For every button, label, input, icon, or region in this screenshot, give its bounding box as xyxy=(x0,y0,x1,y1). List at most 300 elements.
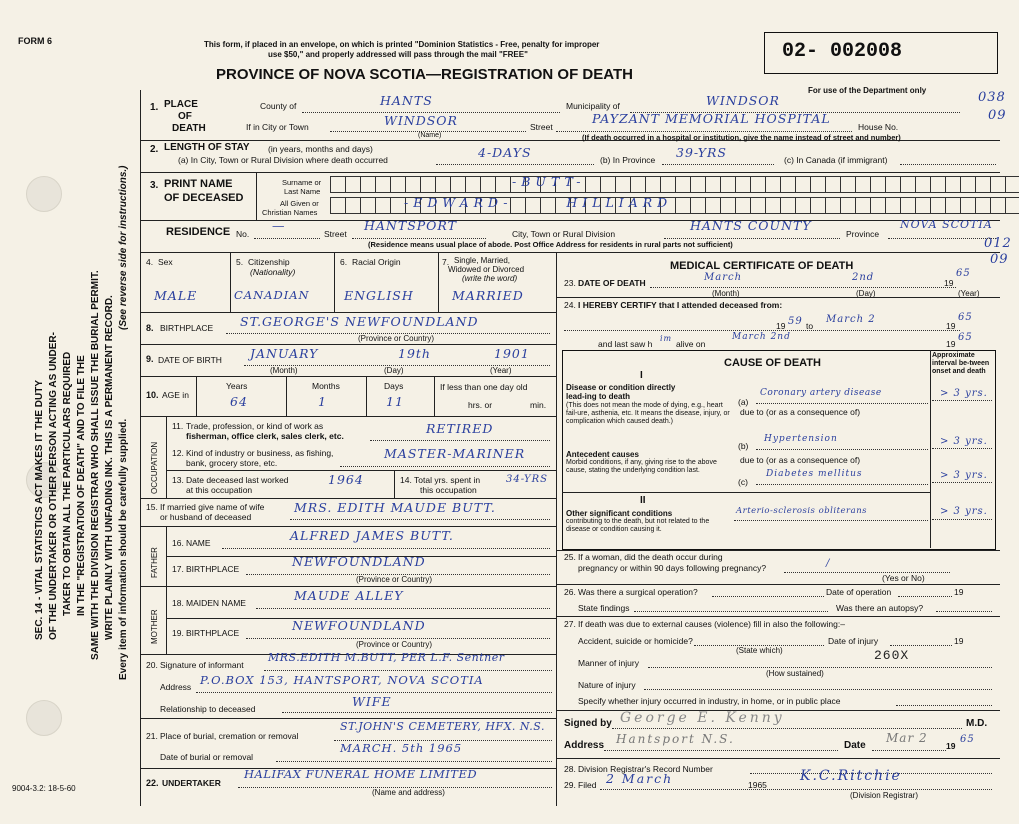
residence-province-label: Province xyxy=(846,229,880,239)
informant-value: MRS.EDITH M.BUTT, PER L.F. Sentner xyxy=(268,651,505,664)
industry-label-2: bank, grocery store, etc. xyxy=(186,458,278,468)
death-month-sub: (Month) xyxy=(712,289,740,298)
residence-province-value: NOVA SCOTIA xyxy=(900,218,993,231)
s29-number: 29. xyxy=(564,780,576,790)
to-label: to xyxy=(806,321,814,331)
burial-date-value: MARCH. 5th 1965 xyxy=(340,741,463,755)
age-div-4 xyxy=(434,376,435,416)
residence-note: (Residence means usual place of abode. Post Office Address for residents in rural parts not sufficient) xyxy=(368,240,733,249)
stay-b-line xyxy=(662,164,774,165)
rule-25-bottom xyxy=(556,584,1000,585)
last-saw-prefix: 19 xyxy=(946,339,956,349)
dob-label: DATE OF BIRTH xyxy=(158,355,222,365)
death-day: 2nd xyxy=(852,272,875,283)
operation-date-label: Date of operation xyxy=(826,587,892,597)
physician-address-value: Hantsport N.S. xyxy=(616,732,735,746)
s27-number: 27. xyxy=(564,619,576,629)
father-name-label: NAME xyxy=(186,538,211,548)
death-month: March xyxy=(704,272,743,283)
dept-code-1: 038 xyxy=(978,90,1006,105)
sex-value: MALE xyxy=(154,288,198,303)
cause-b-value: Hypertension xyxy=(764,434,838,444)
residence-city-line xyxy=(664,238,840,239)
rule-20-bottom xyxy=(140,718,556,719)
relationship-label: Relationship to deceased xyxy=(160,704,256,714)
physician-date-line xyxy=(872,750,946,751)
s3-label-2: OF DECEASED xyxy=(164,192,244,204)
death-year: 65 xyxy=(956,268,971,279)
residence-street-value: HANTSPORT xyxy=(364,218,457,233)
rule-box-bottom xyxy=(556,550,1000,551)
stay-a-label: (a) In City, Town or Rural Division where death occurred xyxy=(178,155,388,165)
from-line xyxy=(564,330,960,331)
given-label-2: Christian Names xyxy=(262,208,318,217)
mother-side-rule xyxy=(166,586,167,654)
marital-label-2: Widowed or Divorced xyxy=(448,265,525,274)
operation-date-prefix: 19 xyxy=(954,587,964,597)
s19-number: 19. xyxy=(172,628,184,638)
industry-label: Kind of industry or business, as fishing, xyxy=(186,448,334,458)
citizenship-label-2: (Nationality) xyxy=(250,267,296,277)
operation-line xyxy=(712,596,824,597)
medical-certificate-title: MEDICAL CERTIFICATE OF DEATH xyxy=(670,260,854,272)
div-6-7 xyxy=(438,252,439,312)
s13-number: 13. xyxy=(172,475,184,485)
age-div-2 xyxy=(286,376,287,416)
state-which-sub: (State which) xyxy=(736,646,783,655)
punch-hole xyxy=(26,700,62,736)
s2-number: 2. xyxy=(150,144,159,155)
s18-number: 18. xyxy=(172,598,184,608)
rule-10-bottom xyxy=(140,416,556,417)
total-years-label: Total yrs. spent in xyxy=(414,475,481,485)
signed-by-line xyxy=(612,728,962,729)
racial-origin-label: Racial Origin xyxy=(352,257,401,267)
filed-line xyxy=(600,789,992,790)
last-worked-label-2: at this occupation xyxy=(186,485,253,495)
hospital-note: (If death occurred in a hospital or institution, give the name instead of street and number) xyxy=(582,133,901,142)
rule-23-bottom xyxy=(556,297,1000,298)
trade-label-2: fisherman, office clerk, sales clerk, etc. xyxy=(186,431,344,441)
filed-date: 2 March xyxy=(606,771,674,786)
stay-c-line xyxy=(900,164,996,165)
s2-label: LENGTH OF STAY xyxy=(164,142,250,153)
age-years-value: 64 xyxy=(230,394,248,409)
stay-a-line xyxy=(436,164,594,165)
autopsy-label: Was there an autopsy? xyxy=(836,603,924,613)
s24-number: 24. xyxy=(564,300,576,310)
maiden-name-line xyxy=(256,608,550,609)
mail-notice-1: This form, if placed in an envelope, on which is printed "Dominion Statistics - Free, penalty for improper xyxy=(204,40,600,49)
s14-number: 14. xyxy=(400,475,412,485)
rule-3 xyxy=(140,220,1000,221)
age-months-label: Months xyxy=(312,381,340,391)
city-name-sub: (Name) xyxy=(418,132,442,139)
other-conditions-line xyxy=(734,520,928,521)
municipality-value: WINDSOR xyxy=(706,93,780,108)
rule-14-bottom xyxy=(140,498,556,499)
accident-label: Accident, suicide or homicide? xyxy=(578,636,693,646)
street-line xyxy=(556,131,852,132)
mother-label: MOTHER xyxy=(150,609,159,644)
residence-province-line xyxy=(888,238,996,239)
operation-label: Was there a surgical operation? xyxy=(578,587,698,597)
informant-line xyxy=(264,670,552,671)
physician-address-label: Address xyxy=(564,740,605,751)
relationship-value: WIFE xyxy=(352,694,392,709)
side-instruction-8: (See reverse side for instructions.) xyxy=(118,165,129,330)
last-saw-year: 65 xyxy=(958,332,973,343)
other-conditions-value: Arterio-sclerosis obliterans xyxy=(736,506,868,516)
relationship-line xyxy=(282,712,552,713)
cause-section-divider xyxy=(562,492,930,493)
other-interval-line xyxy=(932,519,992,520)
dob-year: 1901 xyxy=(494,346,530,361)
stay-c-label: (c) In Canada (if immigrant) xyxy=(784,155,888,165)
injury-date-line xyxy=(890,645,952,646)
div-13-14 xyxy=(394,470,395,498)
s7-number: 7. xyxy=(442,257,450,267)
side-instruction-5: SAME WITH THE DIVISION REGISTRAR WHO SHALL ISSUE THE BURIAL PERMIT. xyxy=(90,270,101,660)
center-divider xyxy=(556,252,557,806)
interval-label: Approximate interval be-tween onset and death xyxy=(932,352,990,375)
roman-one: I xyxy=(640,370,643,381)
manner-line xyxy=(648,667,992,668)
age-years-label: Years xyxy=(226,381,248,391)
cause-c-interval: > 3 yrs. xyxy=(940,470,988,481)
roman-two: II xyxy=(640,495,646,506)
father-birthplace-label: BIRTHPLACE xyxy=(186,564,240,574)
spouse-label-2: or husband of deceased xyxy=(160,512,252,522)
undertaker-sub: (Name and address) xyxy=(372,788,445,797)
from-year: 59 xyxy=(788,316,803,327)
injury-date-label: Date of injury xyxy=(828,636,879,646)
residence-no-label: No. xyxy=(236,229,250,239)
burial-place-value: ST.JOHN'S CEMETERY, HFX. N.S. xyxy=(340,720,545,733)
how-sustained-sub: (How sustained) xyxy=(766,669,824,678)
dob-year-sub: (Year) xyxy=(490,366,512,375)
trade-label: Trade, profession, or kind of work as xyxy=(186,421,324,431)
rule-26-bottom xyxy=(556,616,1000,617)
cause-b-interval-line xyxy=(932,448,992,449)
to-prefix: 19 xyxy=(946,321,956,331)
dob-day-sub: (Day) xyxy=(384,366,404,375)
filed-label: Filed xyxy=(578,780,597,790)
father-birthplace-value: NEWFOUNDLAND xyxy=(292,554,426,569)
cause-b-line xyxy=(756,449,928,450)
s12-number: 12. xyxy=(172,448,184,458)
from-prefix: 19 xyxy=(776,321,786,331)
nature-line xyxy=(644,689,992,690)
registration-number: 02- 002008 xyxy=(782,40,903,63)
specify-line xyxy=(896,705,992,706)
city-label: If in City or Town xyxy=(246,122,309,132)
physician-date-label: Date xyxy=(844,740,866,751)
trade-value: RETIRED xyxy=(426,421,494,436)
age-min-label: min. xyxy=(530,400,547,410)
s10-number: 10. xyxy=(146,390,159,400)
cause-b-due-label: due to (or as a consequence of) xyxy=(740,455,861,465)
informant-address-line xyxy=(196,692,552,693)
rule-12-bottom xyxy=(166,470,556,471)
age-months-value: 1 xyxy=(318,394,327,409)
residence-city-value: HANTS COUNTY xyxy=(690,218,812,233)
surname-cells xyxy=(330,176,1019,193)
rule-4 xyxy=(140,252,1000,253)
cause-c-label: (c) xyxy=(738,477,748,487)
industry-line xyxy=(340,466,550,467)
s3-label: PRINT NAME xyxy=(164,178,233,190)
house-number-label: House No. xyxy=(858,122,899,132)
burial-place-label: Place of burial, cremation or removal xyxy=(160,731,299,741)
surname-label: Surname or xyxy=(282,178,322,187)
side-instruction-4: IN THE "REGISTRATION OF DEATH" AND TO FILE THE xyxy=(76,355,87,616)
total-years-value: 34-YRS xyxy=(506,474,548,485)
rule-8-bottom xyxy=(140,344,556,345)
mother-birthplace-line xyxy=(246,638,550,639)
age-days-value: 11 xyxy=(386,394,404,409)
to-date: March 2 xyxy=(826,314,876,325)
racial-origin-value: ENGLISH xyxy=(344,288,414,303)
rule-4-7-bottom xyxy=(140,312,556,313)
occupation-label: OCCUPATION xyxy=(150,441,159,494)
cause-c-line xyxy=(756,484,928,485)
maiden-name-label: MAIDEN NAME xyxy=(186,598,246,608)
s3-divider xyxy=(256,172,257,220)
s15-number: 15. xyxy=(146,502,158,512)
citizenship-label: Citizenship xyxy=(248,257,290,267)
dob-month-sub: (Month) xyxy=(270,366,298,375)
rule-2 xyxy=(140,172,1000,173)
maiden-name-value: MAUDE ALLEY xyxy=(294,588,404,603)
age-label: AGE in xyxy=(162,390,189,400)
cause-a-label: (a) xyxy=(738,397,749,407)
stay-a-value: 4-DAYS xyxy=(478,145,532,160)
given-value: -EDWARD- HILLIARD xyxy=(404,195,673,210)
s3-number: 3. xyxy=(150,180,159,191)
antecedent-note: Morbid conditions, if any, giving rise to the above cause, stating the underlying condition last. xyxy=(566,459,717,474)
cause-b-label: (b) xyxy=(738,441,749,451)
trade-line xyxy=(370,440,550,441)
alive-on-label: alive on xyxy=(676,339,706,349)
residence-street-label: Street xyxy=(324,229,347,239)
street-label: Street xyxy=(530,122,553,132)
mother-birthplace-sub: (Province or Country) xyxy=(356,640,433,649)
father-name-line xyxy=(222,548,550,549)
antecedent-label: Antecedent causes xyxy=(566,450,639,459)
marital-value: MARRIED xyxy=(452,288,524,303)
cause-c-value: Diabetes mellitus xyxy=(766,469,863,479)
div-4-5 xyxy=(230,252,231,312)
marital-label: Single, Married, xyxy=(454,256,511,265)
side-instruction-1: SEC. 14 - VITAL STATISTICS ACT MAKES IT THE DUTY xyxy=(34,379,45,640)
rule-signed-bottom xyxy=(556,758,1000,759)
cause-interval-divider xyxy=(930,350,931,548)
physician-date-prefix: 19 xyxy=(946,741,956,751)
last-saw-h: im xyxy=(660,334,673,343)
cause-a-line xyxy=(756,403,928,404)
pregnancy-yes-no: (Yes or No) xyxy=(882,573,925,583)
undertaker-label: UNDERTAKER xyxy=(162,778,221,788)
informant-label: Signature of informant xyxy=(160,660,244,670)
injury-date-prefix: 19 xyxy=(954,636,964,646)
rule-9-bottom xyxy=(140,376,556,377)
death-day-sub: (Day) xyxy=(856,289,876,298)
stay-b-value: 39-YRS xyxy=(676,145,727,160)
cause-b-interval: > 3 yrs. xyxy=(940,436,988,447)
sex-label: Sex xyxy=(158,257,173,267)
cause-a-interval-line xyxy=(932,400,992,401)
undertaker-value: HALIFAX FUNERAL HOME LIMITED xyxy=(244,767,478,781)
father-name-value: ALFRED JAMES BUTT. xyxy=(290,528,454,543)
s25-number: 25. xyxy=(564,552,576,562)
s16-number: 16. xyxy=(172,538,184,548)
operation-date-line xyxy=(898,596,952,597)
cause-title: CAUSE OF DEATH xyxy=(724,357,821,369)
occupation-side-rule xyxy=(166,416,167,498)
pregnancy-line xyxy=(784,572,950,573)
s2-label-sub: (in years, months and days) xyxy=(268,144,373,154)
citizenship-value: CANADIAN xyxy=(234,288,310,302)
dept-code-2: 09 xyxy=(988,108,1007,123)
death-year-sub: (Year) xyxy=(958,289,980,298)
informant-address-value: P.O.BOX 153, HANTSPORT, NOVA SCOTIA xyxy=(200,673,484,687)
side-instruction-2: OF THE UNDERTAKER OR OTHER PERSON ACTING AS UNDER- xyxy=(48,332,59,640)
s20-number: 20. xyxy=(146,660,158,670)
burial-date-label: Date of burial or removal xyxy=(160,752,254,762)
s1-label-3: DEATH xyxy=(172,123,206,134)
s4-number: 4. xyxy=(146,257,154,267)
s11-number: 11. xyxy=(172,421,184,431)
punch-hole xyxy=(26,176,62,212)
md-label: M.D. xyxy=(966,718,988,729)
other-conditions-interval: > 3 yrs. xyxy=(940,506,988,517)
residence-label: RESIDENCE xyxy=(166,226,231,238)
s1-number: 1. xyxy=(150,102,159,113)
s28-number: 28. xyxy=(564,764,576,774)
s26-number: 26. xyxy=(564,587,576,597)
findings-line xyxy=(634,611,828,612)
father-label: FATHER xyxy=(150,547,159,578)
spouse-value: MRS. EDITH MAUDE BUTT. xyxy=(294,500,496,515)
residence-city-label: City, Town or Rural Division xyxy=(512,229,616,239)
physician-date-value: Mar 2 xyxy=(886,731,928,745)
s1-label-2: OF xyxy=(178,111,192,122)
informant-address-label: Address xyxy=(160,682,192,692)
marital-label-3: (write the word) xyxy=(462,274,518,283)
spouse-label: If married give name of wife xyxy=(160,502,265,512)
to-year: 65 xyxy=(958,312,973,323)
form-title: PROVINCE OF NOVA SCOTIA—REGISTRATION OF DEATH xyxy=(216,66,633,83)
form-number: FORM 6 xyxy=(18,36,53,46)
mother-birthplace-label: BIRTHPLACE xyxy=(186,628,240,638)
city-value: WINDSOR xyxy=(384,113,458,128)
findings-label: State findings xyxy=(578,603,630,613)
autopsy-line xyxy=(936,611,992,612)
total-years-label-2: this occupation xyxy=(420,485,477,495)
dept-code-4: 09 xyxy=(990,252,1009,267)
s8-number: 8. xyxy=(146,323,154,333)
div-5-6 xyxy=(334,252,335,312)
nature-label: Nature of injury xyxy=(578,680,636,690)
age-div-1 xyxy=(196,376,197,416)
residence-street-line xyxy=(352,238,486,239)
s5-number: 5. xyxy=(236,257,244,267)
rule-15-bottom xyxy=(140,526,556,527)
county-value: HANTS xyxy=(380,93,433,108)
side-instruction-3: TAKER TO OBTAIN ALL THE PARTICULARS REQUIRED xyxy=(62,351,73,616)
department-code: 260X xyxy=(874,648,910,663)
manner-label: Manner of injury xyxy=(578,658,639,668)
cause-a-due-label: due to (or as a consequence of) xyxy=(740,407,861,417)
mail-notice-2: use $50," and properly addressed will pass through the mail "FREE" xyxy=(268,50,528,59)
last-saw-date: March 2nd xyxy=(732,332,791,342)
other-conditions-note: contributing to the death, but not related to the disease or condition causing it. xyxy=(566,518,710,533)
date-of-death-label: DATE OF DEATH xyxy=(578,278,646,288)
s21-number: 21. xyxy=(146,731,158,741)
father-birthplace-sub: (Province or Country) xyxy=(356,575,433,584)
registrar-sub: (Division Registrar) xyxy=(850,791,919,800)
pregnancy-label-2: pregnancy or within 90 days following pregnancy? xyxy=(578,563,767,573)
rule-17-bottom xyxy=(140,586,556,587)
dob-month: JANUARY xyxy=(250,346,319,361)
age-days-label: Days xyxy=(384,381,404,391)
municipality-label: Municipality of xyxy=(566,101,620,111)
surname-label-2: Last Name xyxy=(284,187,321,196)
physician-signature: George E. Kenny xyxy=(620,710,785,726)
age-less-label: If less than one day old xyxy=(440,382,528,392)
signed-by-label: Signed by xyxy=(564,718,612,729)
side-instruction-7: Every item of information should be carefully supplied. xyxy=(118,418,129,680)
stay-b-label: (b) In Province xyxy=(600,155,656,165)
form-code: 9004-3.2: 18-5-60 xyxy=(12,784,76,793)
s17-number: 17. xyxy=(172,564,184,574)
filed-year: 1965 xyxy=(748,780,767,790)
residence-no-value: — xyxy=(272,218,286,233)
county-label: County of xyxy=(260,101,297,111)
s6-number: 6. xyxy=(340,257,348,267)
immediate-cause-note: (This does not mean the mode of dying, e.g., heart fail-ure, asthenia, etc. It means the disease, injury, or complication which caused death.) xyxy=(566,402,730,425)
industry-value: MASTER-MARINER xyxy=(384,446,526,461)
cause-c-interval-line xyxy=(932,482,992,483)
side-instruction-6: WRITE PLAINLY WITH UNFADING INK. THIS IS A PERMANENT RECORD. xyxy=(104,295,115,640)
birthplace-sub: (Province or Country) xyxy=(358,334,435,343)
s1-label: PLACE xyxy=(164,99,198,110)
death-year-prefix: 19 xyxy=(944,278,954,288)
spouse-line xyxy=(290,519,550,520)
residence-no-line xyxy=(254,238,320,239)
physician-date-year: 65 xyxy=(960,734,975,745)
immediate-cause-label: Disease or condition directly lead-ing to death xyxy=(566,383,676,401)
last-worked-value: 1964 xyxy=(328,472,364,487)
department-use-note: For use of the Department only xyxy=(808,86,927,95)
pregnancy-value: / xyxy=(826,558,831,569)
form-left-border xyxy=(140,90,141,806)
s9-number: 9. xyxy=(146,354,154,364)
last-saw-label: and last saw h xyxy=(598,339,653,349)
age-hrs-label: hrs. or xyxy=(468,400,493,410)
cause-a-value: Coronary artery disease xyxy=(760,388,882,398)
physician-address-line xyxy=(604,750,838,751)
given-label: All Given or xyxy=(280,199,319,208)
registrar-signature: K.C.Ritchie xyxy=(800,768,902,784)
cause-a-interval: > 3 yrs. xyxy=(940,388,988,399)
mother-birthplace-value: NEWFOUNDLAND xyxy=(292,618,426,633)
burial-date-line xyxy=(276,761,552,762)
last-worked-label: Date deceased last worked xyxy=(186,475,289,485)
dept-code-3: 012 xyxy=(984,236,1012,251)
age-div-3 xyxy=(366,376,367,416)
